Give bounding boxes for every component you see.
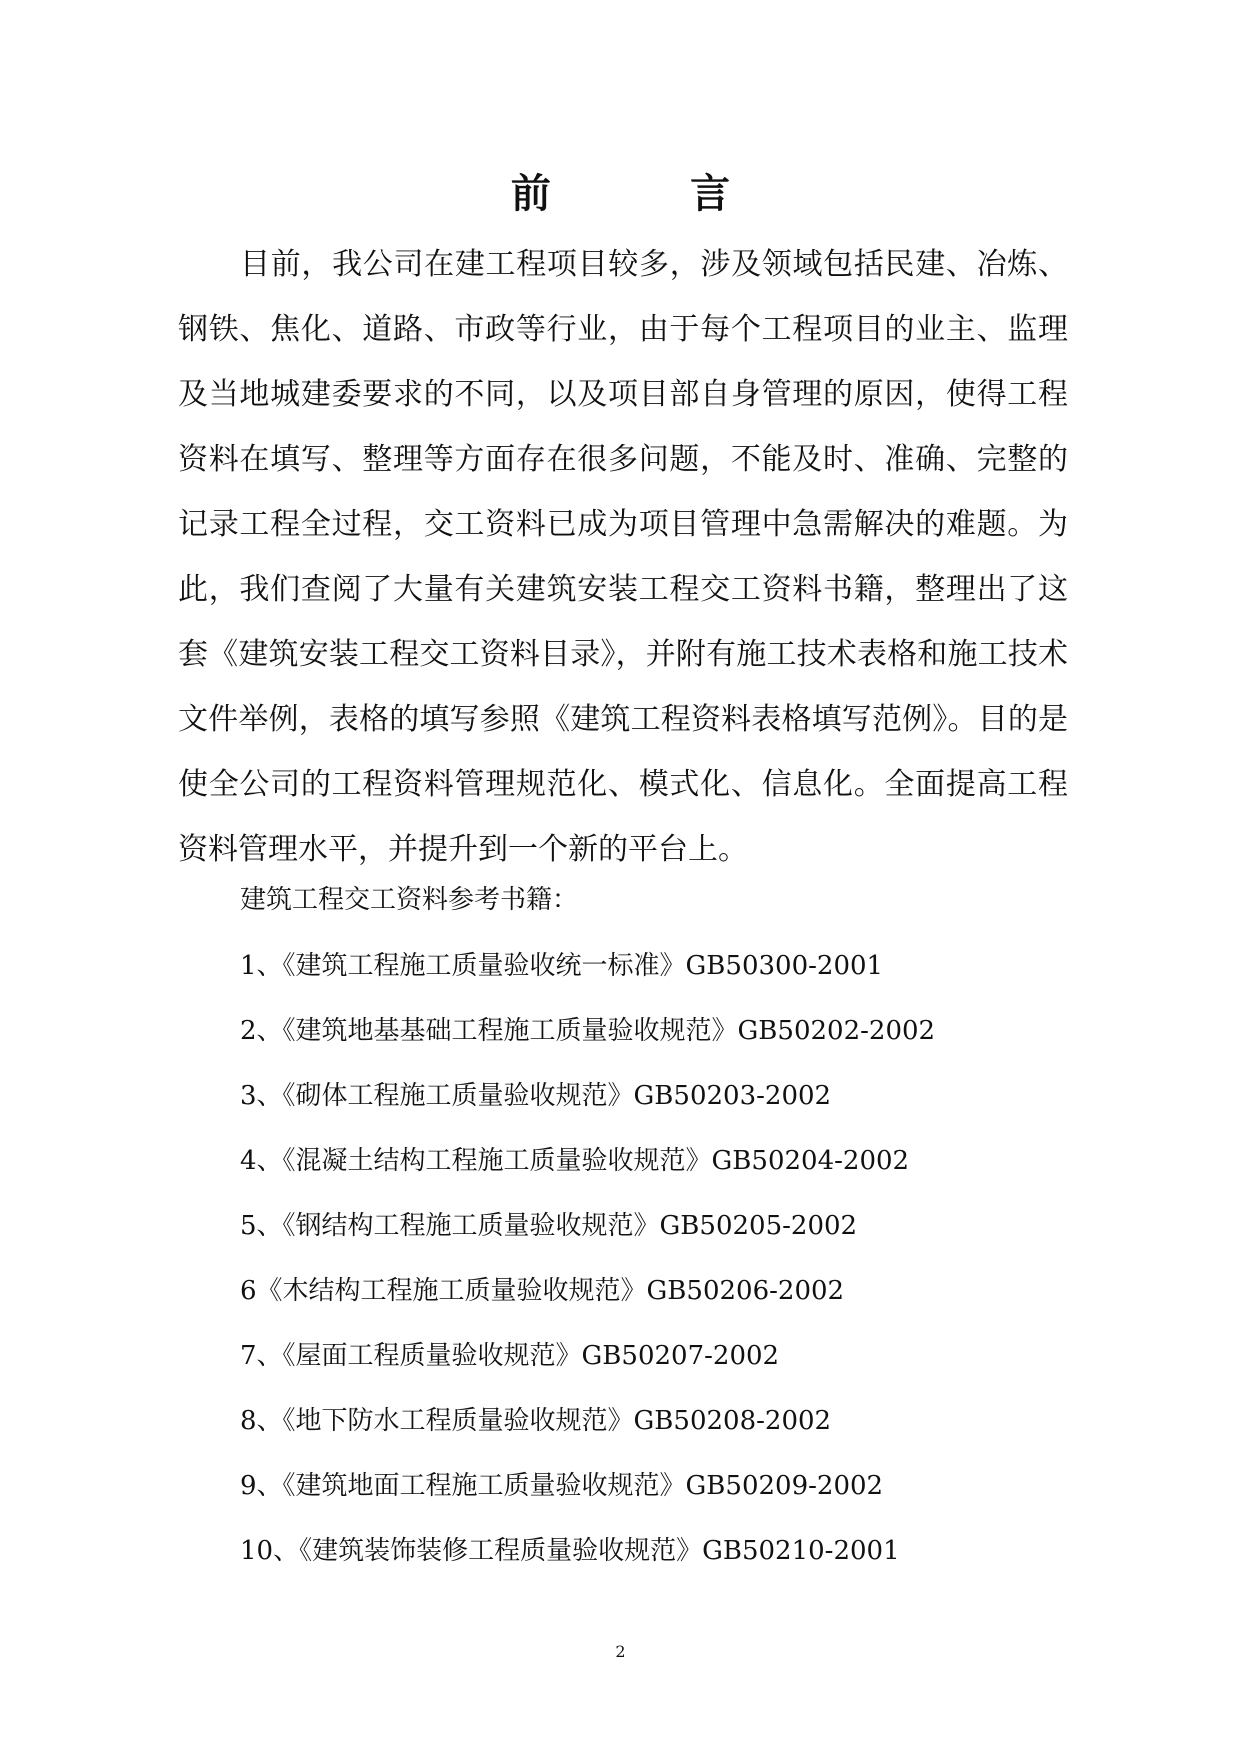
reference-list <box>240 946 935 1596</box>
reference-item-10: 10、《建筑装饰装修工程质量验收规范》GB50210-2001 <box>240 1536 900 1566</box>
preface-paragraph: 目前，我公司在建工程项目较多，涉及领域包括民建、冶炼、钢铁、焦化、道路、市政等行业，由于每个工程项目的业主、监理及当地城建委要求的不同，以及项目部自身管理的原因，使得工程资料在填写、整理等方面存在很多问题，不能及时、准确、完整的记录工程全过程，交工资料已成为项目管理中急需解决的难题。为此，我们查阅了大量有关建筑安装工程交工资料书籍，整理出了这套《建筑安装工程交工资料目录》，并附有施工技术表格和施工技术文件举例，表格的填写参照《建筑工程资料表格填写范例》。目的是使全公司的工程资料管理规范化、模式化、信息化。全面提高工程资料管理水平，并提升到一个新的平台上。 <box>178 247 1068 867</box>
page-title: 前 言 <box>510 170 731 217</box>
reference-item-1: 1、《建筑工程施工质量验收统一标准》GB50300-2001 <box>240 951 884 981</box>
reference-item-6: 6《木结构工程施工质量验收规范》GB50206-2002 <box>240 1276 845 1306</box>
reference-item-3: 3、《砌体工程施工质量验收规范》GB50203-2002 <box>240 1081 832 1111</box>
reference-item-5: 5、《钢结构工程施工质量验收规范》GB50205-2002 <box>240 1211 858 1241</box>
reference-item-8: 8、《地下防水工程质量验收规范》GB50208-2002 <box>240 1406 832 1436</box>
reference-item-9: 9、《建筑地面工程施工质量验收规范》GB50209-2002 <box>240 1471 884 1501</box>
reference-item-4: 4、《混凝土结构工程施工质量验收规范》GB50204-2002 <box>240 1146 910 1176</box>
references-intro: 建筑工程交工资料参考书籍： <box>240 885 579 915</box>
reference-item-7: 7、《屋面工程质量验收规范》GB50207-2002 <box>240 1341 780 1371</box>
page-number: 2 <box>615 1642 626 1661</box>
reference-item-2: 2、《建筑地基基础工程施工质量验收规范》GB50202-2002 <box>240 1016 936 1046</box>
